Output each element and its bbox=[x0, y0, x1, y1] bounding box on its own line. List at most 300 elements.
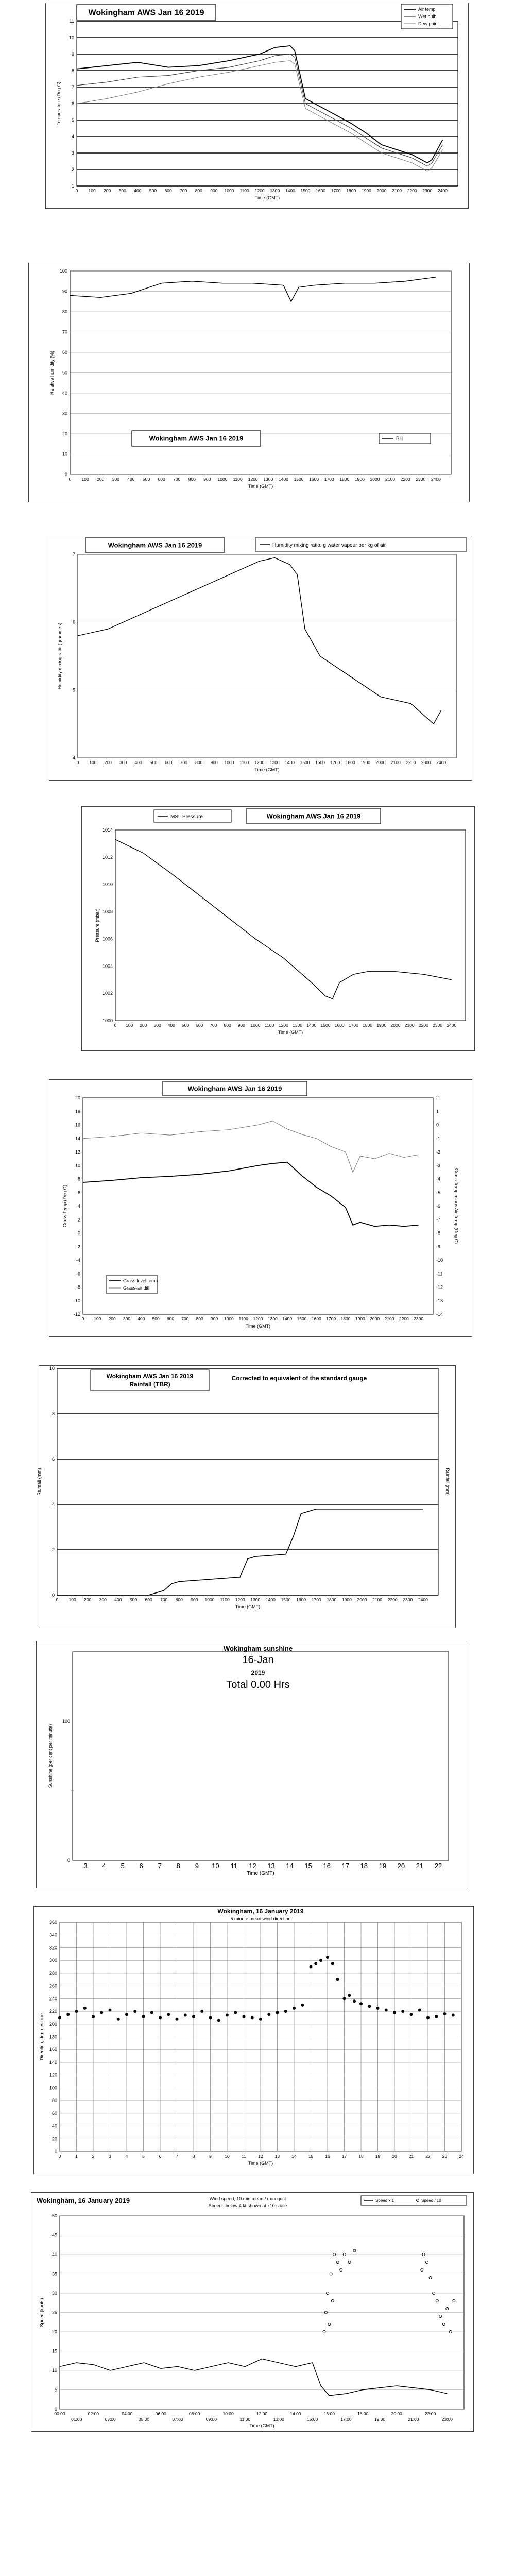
x-tick-label: 1700 bbox=[330, 760, 340, 765]
y-tick-label: 10 bbox=[49, 1366, 55, 1371]
y-tick-label: 1002 bbox=[102, 991, 113, 996]
y-tick-label: 360 bbox=[49, 1920, 57, 1925]
wind-direction-point bbox=[125, 2013, 128, 2016]
y-tick-label: 2 bbox=[77, 1217, 80, 1223]
x-tick-label: 800 bbox=[196, 1316, 203, 1321]
y-tick-label-right: -11 bbox=[436, 1271, 443, 1277]
y-tick-label: 340 bbox=[49, 1932, 57, 1938]
x-tick-label: 13 bbox=[267, 1862, 275, 1870]
y-axis-label: Direction, degrees true bbox=[39, 2013, 44, 2061]
wind-direction-chart bbox=[34, 1907, 474, 2175]
legend-label: Dew point bbox=[418, 21, 439, 26]
x-tick-label: 1600 bbox=[296, 1597, 306, 1602]
y-tick-label: 5 bbox=[72, 687, 75, 693]
chart-panel-wind-direction bbox=[33, 1906, 474, 2174]
x-tick-label: 400 bbox=[127, 477, 135, 482]
wind-speed-scaled-point bbox=[336, 2261, 339, 2264]
x-tick-label: 17:00 bbox=[340, 2417, 352, 2422]
y-tick-label: 0 bbox=[64, 472, 67, 477]
y-tick-label: 220 bbox=[49, 2009, 57, 2014]
x-tick-label: 17 bbox=[341, 2154, 347, 2159]
x-tick-label: 1100 bbox=[233, 477, 243, 482]
x-tick-label: 1200 bbox=[253, 1316, 263, 1321]
wind-direction-point bbox=[418, 2009, 421, 2012]
y-tick-label: 40 bbox=[62, 391, 67, 396]
x-tick-label: 1100 bbox=[239, 760, 249, 765]
x-tick-label: 1800 bbox=[363, 1023, 373, 1028]
x-tick-label: 22 bbox=[425, 2154, 431, 2159]
x-tick-label: 11 bbox=[242, 2154, 246, 2159]
x-tick-label: 1200 bbox=[254, 760, 265, 765]
x-tick-label: 400 bbox=[138, 1316, 145, 1321]
y-tick-label-right: -3 bbox=[436, 1163, 441, 1168]
y-tick-label: -4 bbox=[76, 1258, 80, 1263]
wind-speed-scaled-point bbox=[340, 2269, 342, 2272]
wind-direction-point bbox=[319, 1959, 322, 1962]
x-tick-label: 1600 bbox=[311, 1316, 321, 1321]
x-tick-label: 1200 bbox=[235, 1597, 245, 1602]
x-tick-label: 12 bbox=[258, 2154, 263, 2159]
x-tick-label: 24 bbox=[459, 2154, 464, 2159]
plot-area bbox=[78, 554, 456, 758]
y-tick-label: 9 bbox=[71, 52, 74, 57]
y-tick-label: 1008 bbox=[102, 909, 113, 914]
wind-direction-point bbox=[75, 2010, 78, 2013]
y-axis-label: Humidity mixing ratio (grammes) bbox=[57, 622, 62, 690]
x-tick-label: 1300 bbox=[269, 760, 280, 765]
wind-speed-scaled-point bbox=[324, 2311, 327, 2314]
x-tick-label: 09:00 bbox=[205, 2417, 217, 2422]
x-tick-label: 1400 bbox=[285, 188, 295, 193]
wind-speed-scaled-point bbox=[422, 2253, 425, 2256]
y-tick-label: 4 bbox=[52, 1502, 55, 1507]
x-tick-label: 300 bbox=[153, 1023, 161, 1028]
y-tick-label: 50 bbox=[62, 370, 67, 376]
x-tick-label: 7 bbox=[176, 2154, 178, 2159]
x-tick-label: 0 bbox=[75, 188, 78, 193]
wind-direction-point bbox=[58, 2016, 61, 2019]
wind-direction-point bbox=[159, 2016, 162, 2019]
x-tick-label: 9 bbox=[195, 1862, 199, 1870]
wind-speed-scaled-point bbox=[439, 2315, 442, 2318]
x-tick-label: 1500 bbox=[320, 1023, 331, 1028]
wind-direction-point bbox=[150, 2011, 153, 2014]
x-tick-label: 4 bbox=[102, 1862, 106, 1870]
y-tick-label: 20 bbox=[52, 2136, 57, 2142]
x-tick-label: 500 bbox=[129, 1597, 138, 1602]
x-tick-label: 100 bbox=[94, 1316, 101, 1321]
y-tick-label: 10 bbox=[62, 451, 67, 457]
x-tick-label: 700 bbox=[181, 1316, 189, 1321]
x-axis-label: Time (GMT) bbox=[254, 195, 280, 200]
x-tick-label: 1200 bbox=[278, 1023, 288, 1028]
x-tick-label: 2400 bbox=[418, 1597, 428, 1602]
x-tick-label: 18 bbox=[358, 2154, 364, 2159]
x-tick-label: 22:00 bbox=[424, 2411, 436, 2416]
x-tick-label: 21 bbox=[416, 1862, 424, 1870]
y-tick-label: 6 bbox=[71, 101, 74, 106]
mixing-ratio-chart bbox=[49, 536, 473, 781]
y-tick-label: 140 bbox=[49, 2059, 57, 2065]
x-tick-label: 15 bbox=[304, 1862, 312, 1870]
x-tick-label: 1900 bbox=[376, 1023, 387, 1028]
y-tick-label: 4 bbox=[72, 755, 75, 760]
x-tick-label: 1400 bbox=[282, 1316, 293, 1321]
x-tick-label: 1600 bbox=[316, 188, 326, 193]
y-tick-label: 100 bbox=[62, 1719, 70, 1724]
wind-direction-point bbox=[336, 1978, 339, 1981]
x-tick-label: 10 bbox=[225, 2154, 230, 2159]
y-tick-label: 160 bbox=[49, 2047, 57, 2053]
y-tick-label-right: -12 bbox=[436, 1284, 443, 1290]
x-tick-label: 2300 bbox=[414, 1316, 424, 1321]
x-tick-label: 2200 bbox=[400, 477, 410, 482]
wind-direction-point bbox=[284, 2010, 287, 2013]
y-tick-label-right: -4 bbox=[436, 1176, 441, 1182]
y-axis-label: Pressure (mbar) bbox=[95, 908, 100, 942]
x-tick-label: 1200 bbox=[254, 188, 265, 193]
x-axis-label: Time (GMT) bbox=[254, 767, 280, 772]
x-tick-label: 1000 bbox=[224, 760, 234, 765]
x-tick-label: 16 bbox=[323, 1862, 331, 1870]
x-tick-label: 10:00 bbox=[222, 2411, 234, 2416]
wind-direction-point bbox=[368, 2005, 371, 2008]
chart-panel-sunshine bbox=[36, 1641, 466, 1888]
wind-direction-point bbox=[385, 2009, 388, 2012]
x-tick-label: 3 bbox=[83, 1862, 88, 1870]
x-tick-label: 1000 bbox=[204, 1597, 215, 1602]
x-tick-label: 2100 bbox=[404, 1023, 415, 1028]
x-tick-label: 2000 bbox=[357, 1597, 367, 1602]
y-tick-label: 40 bbox=[52, 2252, 57, 2257]
wind-direction-point bbox=[301, 2004, 304, 2007]
x-tick-label: 0 bbox=[81, 1316, 84, 1321]
y-tick-label: 20 bbox=[62, 431, 67, 436]
x-tick-label: 800 bbox=[224, 1023, 231, 1028]
chart-title: Wokingham AWS Jan 16 2019 bbox=[149, 434, 244, 443]
y-tick-label-right: 2 bbox=[436, 1095, 439, 1100]
x-tick-label: 23:00 bbox=[441, 2417, 453, 2422]
y-tick-label: 320 bbox=[49, 1945, 57, 1951]
y-tick-label: 20 bbox=[52, 2329, 57, 2334]
x-tick-label: 600 bbox=[145, 1597, 152, 1602]
x-tick-label: 0 bbox=[68, 477, 72, 482]
y-tick-label: 50 bbox=[52, 2213, 57, 2218]
x-tick-label: 20 bbox=[397, 1862, 405, 1870]
x-tick-label: 2000 bbox=[375, 760, 386, 765]
wind-direction-point bbox=[92, 2015, 95, 2018]
x-tick-label: 1900 bbox=[341, 1597, 352, 1602]
x-tick-label: 800 bbox=[195, 760, 203, 765]
chart-title: Wokingham AWS Jan 16 2019 bbox=[106, 1372, 194, 1380]
wind-direction-point bbox=[293, 2007, 296, 2010]
x-tick-label: 0 bbox=[114, 1023, 117, 1028]
legend-label: RH bbox=[396, 436, 403, 441]
y-axis-label: Rainfall (mm) bbox=[37, 1468, 42, 1496]
wind-direction-point bbox=[133, 2010, 136, 2013]
x-tick-label: 1000 bbox=[217, 477, 228, 482]
y-tick-label-right: -10 bbox=[436, 1258, 443, 1263]
x-tick-label: 20:00 bbox=[391, 2411, 402, 2416]
y-tick-label-right: -9 bbox=[436, 1244, 441, 1249]
wind-speed-scaled-point bbox=[343, 2253, 346, 2256]
x-tick-label: 1100 bbox=[220, 1597, 230, 1602]
wind-direction-point bbox=[410, 2013, 413, 2016]
x-tick-label: 7 bbox=[158, 1862, 162, 1870]
x-axis-label: Time (GMT) bbox=[249, 2423, 274, 2428]
chart-panel-humidity bbox=[28, 263, 470, 502]
x-tick-label: 13:00 bbox=[273, 2417, 284, 2422]
wind-direction-point bbox=[401, 2010, 404, 2013]
wind-direction-point bbox=[331, 1962, 334, 1965]
pressure-chart bbox=[82, 807, 475, 1052]
x-tick-label: 20 bbox=[392, 2154, 397, 2159]
y-tick-label: 10 bbox=[52, 2368, 57, 2373]
y-axis-label-right: Rainfall (mm) bbox=[445, 1468, 450, 1496]
wind-direction-point bbox=[200, 2010, 203, 2013]
y-tick-label: 5 bbox=[54, 2387, 57, 2393]
x-tick-label: 200 bbox=[97, 477, 105, 482]
x-tick-label: 1600 bbox=[334, 1023, 345, 1028]
x-tick-label: 2100 bbox=[372, 1597, 383, 1602]
legend-label: Grass level temp bbox=[123, 1278, 158, 1283]
wind-direction-point bbox=[83, 2007, 87, 2010]
x-tick-label: 600 bbox=[164, 188, 172, 193]
x-tick-label: 8 bbox=[192, 2154, 195, 2159]
y-tick-label-right: -2 bbox=[436, 1149, 441, 1155]
x-tick-label: 15 bbox=[308, 2154, 314, 2159]
wind-direction-point bbox=[117, 2018, 120, 2021]
wind-direction-point bbox=[314, 1962, 317, 1965]
chart-panel-temperature bbox=[45, 3, 469, 209]
x-tick-label: 10 bbox=[212, 1862, 219, 1870]
plot-area bbox=[115, 830, 466, 1021]
x-tick-label: 1400 bbox=[285, 760, 295, 765]
x-tick-label: 01:00 bbox=[71, 2417, 82, 2422]
legend-label: Speed / 10 bbox=[421, 2198, 441, 2203]
x-tick-label: 400 bbox=[167, 1023, 175, 1028]
chart-title: Wokingham sunshine bbox=[223, 1645, 293, 1652]
x-tick-label: 1900 bbox=[360, 760, 371, 765]
x-tick-label: 04:00 bbox=[122, 2411, 133, 2416]
x-tick-label: 2300 bbox=[422, 188, 433, 193]
y-tick-label: 8 bbox=[52, 1411, 55, 1416]
x-axis-label: Time (GMT) bbox=[247, 1871, 274, 1876]
y-tick-label-right: -14 bbox=[436, 1312, 443, 1317]
x-tick-label: 1100 bbox=[239, 188, 249, 193]
x-tick-label: 100 bbox=[126, 1023, 133, 1028]
x-tick-label: 1800 bbox=[346, 188, 356, 193]
wind-speed-scaled-point bbox=[449, 2331, 452, 2333]
x-tick-label: 8 bbox=[176, 1862, 180, 1870]
y-axis-label-right: Grass Temp minus Air Temp (Deg C) bbox=[454, 1168, 459, 1244]
x-tick-label: 12:00 bbox=[256, 2411, 268, 2416]
wind-speed-scaled-point bbox=[328, 2323, 331, 2326]
x-tick-label: 2000 bbox=[376, 188, 387, 193]
wind-direction-point bbox=[251, 2016, 254, 2019]
x-tick-label: 1900 bbox=[355, 1316, 365, 1321]
x-tick-label: 2100 bbox=[390, 760, 401, 765]
x-tick-label: 800 bbox=[195, 188, 202, 193]
x-tick-label: 1800 bbox=[327, 1597, 337, 1602]
x-tick-label: 2400 bbox=[447, 1023, 457, 1028]
y-tick-label: 15 bbox=[52, 2348, 57, 2354]
x-tick-label: 700 bbox=[180, 760, 187, 765]
wind-direction-point bbox=[310, 1965, 313, 1969]
x-tick-label: 900 bbox=[210, 760, 218, 765]
wind-direction-point bbox=[176, 2018, 179, 2021]
x-tick-label: 6 bbox=[159, 2154, 162, 2159]
legend-label: Grass-air diff bbox=[123, 1285, 150, 1291]
chart-subtitle: Wind speed, 10 min mean / max gust bbox=[209, 2196, 286, 2201]
x-tick-label: 2100 bbox=[392, 188, 402, 193]
x-tick-label: 00:00 bbox=[54, 2411, 65, 2416]
x-tick-label: 1800 bbox=[345, 760, 355, 765]
y-tick-label-right: -5 bbox=[436, 1190, 441, 1195]
x-tick-label: 1600 bbox=[309, 477, 319, 482]
x-tick-label: 900 bbox=[210, 1316, 218, 1321]
x-tick-label: 300 bbox=[123, 1316, 131, 1321]
x-tick-label: 11 bbox=[230, 1862, 238, 1870]
wind-direction-point bbox=[376, 2007, 380, 2010]
y-tick-label: 200 bbox=[49, 2021, 57, 2027]
wind-direction-point bbox=[259, 2018, 262, 2021]
x-tick-label: 900 bbox=[210, 188, 218, 193]
chart-title: Wokingham, 16 January 2019 bbox=[37, 2197, 130, 2205]
chart-total: Total 0.00 Hrs bbox=[226, 1679, 290, 1690]
x-tick-label: 06:00 bbox=[155, 2411, 166, 2416]
x-tick-label: 21:00 bbox=[408, 2417, 419, 2422]
y-tick-label-right: 1 bbox=[436, 1109, 439, 1114]
x-tick-label: 1000 bbox=[224, 188, 234, 193]
x-tick-label: 13 bbox=[274, 2154, 280, 2159]
x-tick-label: 1400 bbox=[265, 1597, 276, 1602]
y-tick-label: 2 bbox=[71, 167, 74, 172]
wind-direction-point bbox=[142, 2015, 145, 2018]
chart-panel-pressure bbox=[81, 806, 475, 1051]
chart-note: Corrected to equivalent of the standard gauge bbox=[231, 1375, 367, 1382]
x-tick-label: 1500 bbox=[294, 477, 304, 482]
wind-direction-point bbox=[234, 2011, 237, 2014]
x-tick-label: 5 bbox=[121, 1862, 125, 1870]
y-tick-label: 0 bbox=[54, 2149, 57, 2154]
x-tick-label: 2300 bbox=[421, 760, 431, 765]
wind-speed-scaled-point bbox=[426, 2261, 428, 2264]
x-tick-label: 2000 bbox=[370, 477, 380, 482]
y-tick-label-right: -13 bbox=[436, 1298, 443, 1303]
x-tick-label: 300 bbox=[119, 760, 127, 765]
y-tick-label: 0 bbox=[54, 2406, 57, 2412]
x-tick-label: 1300 bbox=[267, 1316, 278, 1321]
x-tick-label: 200 bbox=[108, 1316, 116, 1321]
x-tick-label: 2400 bbox=[436, 760, 447, 765]
legend-label: Air temp bbox=[418, 7, 436, 12]
x-axis-label: Time (GMT) bbox=[235, 1604, 261, 1609]
x-tick-label: 07:00 bbox=[172, 2417, 183, 2422]
chart-panel-wind-speed bbox=[31, 2192, 474, 2432]
y-tick-label: 60 bbox=[62, 350, 67, 355]
x-tick-label: 500 bbox=[149, 760, 158, 765]
wind-direction-point bbox=[267, 2013, 270, 2016]
x-tick-label: 700 bbox=[210, 1023, 217, 1028]
x-tick-label: 19 bbox=[379, 1862, 387, 1870]
x-tick-label: 2300 bbox=[433, 1023, 443, 1028]
chart-subtitle-2: Speeds below 4 kt shown at x10 scale bbox=[208, 2203, 287, 2208]
y-tick-label-right: -1 bbox=[436, 1136, 441, 1141]
x-tick-label: 2200 bbox=[406, 760, 416, 765]
y-tick-label: 12 bbox=[75, 1149, 80, 1155]
x-tick-label: 1700 bbox=[348, 1023, 358, 1028]
x-tick-label: 1800 bbox=[339, 477, 350, 482]
y-tick-label: 6 bbox=[77, 1190, 80, 1195]
y-tick-label: 0 bbox=[52, 1592, 55, 1598]
y-tick-label: 4 bbox=[71, 134, 74, 139]
x-tick-label: 2400 bbox=[431, 477, 441, 482]
wind-direction-point bbox=[226, 2013, 229, 2016]
y-tick-label: 6 bbox=[72, 619, 75, 625]
wind-direction-point bbox=[109, 2009, 112, 2012]
humidity-chart bbox=[29, 263, 470, 503]
grass-chart bbox=[49, 1080, 473, 1337]
x-tick-label: 0 bbox=[56, 1597, 59, 1602]
y-tick-label-right: -6 bbox=[436, 1204, 441, 1209]
y-tick-label: -10 bbox=[73, 1298, 80, 1303]
rainfall-chart bbox=[39, 1366, 456, 1629]
y-tick-label: 0 bbox=[77, 1230, 80, 1236]
x-tick-label: 100 bbox=[68, 1597, 76, 1602]
y-tick-label: 18 bbox=[75, 1109, 80, 1114]
x-tick-label: 3 bbox=[109, 2154, 111, 2159]
wind-direction-point bbox=[217, 2019, 220, 2022]
x-axis-label: Time (GMT) bbox=[248, 484, 273, 489]
x-tick-label: 400 bbox=[134, 760, 142, 765]
y-axis-label: Relative humidity (%) bbox=[49, 350, 55, 395]
x-tick-label: 2300 bbox=[416, 477, 426, 482]
wind-direction-point bbox=[359, 2002, 363, 2005]
y-axis-label: Sunshine (per cent per minute) bbox=[48, 1724, 53, 1788]
x-tick-label: 800 bbox=[175, 1597, 183, 1602]
x-tick-label: 14 bbox=[286, 1862, 294, 1870]
y-tick-label: 7 bbox=[71, 84, 74, 90]
x-tick-label: 400 bbox=[134, 188, 142, 193]
x-tick-label: 2200 bbox=[399, 1316, 409, 1321]
chart-title: Wokingham, 16 January 2019 bbox=[217, 1908, 304, 1915]
y-tick-label: 1012 bbox=[102, 854, 113, 860]
x-tick-label: 1000 bbox=[224, 1316, 234, 1321]
legend-label: Speed x 1 bbox=[375, 2198, 394, 2203]
y-tick-label: -6 bbox=[76, 1271, 80, 1277]
y-tick-label: 11 bbox=[69, 19, 74, 24]
wind-direction-point bbox=[184, 2013, 187, 2016]
x-tick-label: 0 bbox=[76, 760, 79, 765]
x-tick-label: 100 bbox=[89, 760, 97, 765]
x-tick-label: 200 bbox=[140, 1023, 147, 1028]
chart-year: 2019 bbox=[251, 1669, 265, 1676]
x-tick-label: 1300 bbox=[250, 1597, 261, 1602]
y-tick-label: 1000 bbox=[102, 1018, 113, 1023]
wind-direction-point bbox=[443, 2012, 447, 2015]
wind-speed-scaled-point bbox=[453, 2300, 455, 2302]
x-tick-label: 16 bbox=[325, 2154, 330, 2159]
wind-speed-scaled-point bbox=[446, 2308, 449, 2310]
x-tick-label: 1200 bbox=[248, 477, 258, 482]
sunshine-chart bbox=[37, 1641, 467, 1889]
y-tick-label: 14 bbox=[75, 1136, 80, 1141]
legend-label: Humidity mixing ratio, g water vapour per kg of air bbox=[272, 543, 386, 548]
x-tick-label: 200 bbox=[104, 188, 111, 193]
x-tick-label: 2000 bbox=[390, 1023, 401, 1028]
x-tick-label: 500 bbox=[181, 1023, 190, 1028]
